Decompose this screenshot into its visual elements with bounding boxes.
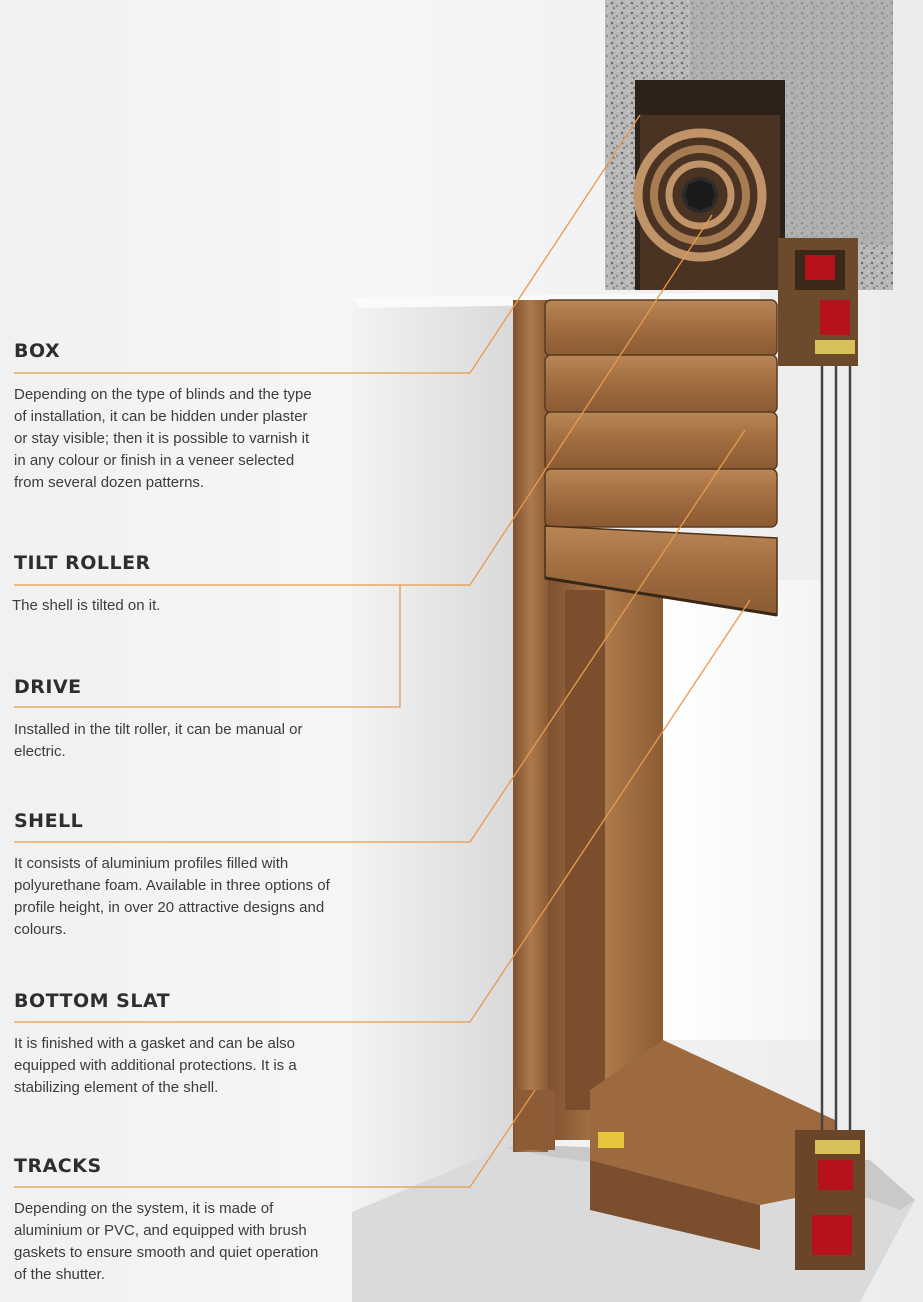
callout-box (14, 340, 354, 494)
shutter-slats (545, 300, 777, 527)
callout-bottom-slat-text: It is finished with a gasket and can be also equipped with additional protections. It is a stabilizing element of the shell. (14, 1035, 297, 1096)
callout-box-text: Depending on the type of blinds and the type of installation, it can be hidden under plaster or stay visible; then it is possible to varnish it in any colour or finish in a veneer selected from several dozen patterns. (14, 386, 312, 491)
glazing-lines (822, 366, 850, 1145)
callout-tilt-roller-text: The shell is tilted on it. (12, 597, 161, 614)
callout-box-title: BOX (14, 340, 61, 362)
callout-tracks-text: Depending on the system, it is made of aluminium or PVC, and equipped with brush gaskets to ensure smooth and quiet operation of the shutter. (14, 1200, 319, 1283)
roller-box-icon (638, 115, 780, 290)
callout-tilt-roller-title: TILT ROLLER (14, 552, 151, 574)
callout-drive (14, 676, 354, 763)
callout-drive-text: Installed in the tilt roller, it can be manual or electric. (14, 721, 303, 760)
callout-bottom-slat (14, 990, 354, 1099)
track-icon (515, 1090, 555, 1150)
callout-drive-title: DRIVE (14, 676, 82, 698)
top-frame-profile (778, 238, 858, 366)
callout-shell (14, 810, 354, 941)
bottom-frame-profile (795, 1130, 865, 1270)
callout-bottom-slat-title: BOTTOM SLAT (14, 990, 171, 1012)
callout-tilt-roller (14, 552, 354, 617)
callout-shell-text: It consists of aluminium profiles filled with polyurethane foam. Available in three options of profile height, in over 20 attractive designs and colours. (14, 855, 330, 938)
callout-shell-title: SHELL (14, 810, 84, 832)
callout-tracks-title: TRACKS (14, 1155, 102, 1177)
callout-tracks (14, 1155, 354, 1286)
